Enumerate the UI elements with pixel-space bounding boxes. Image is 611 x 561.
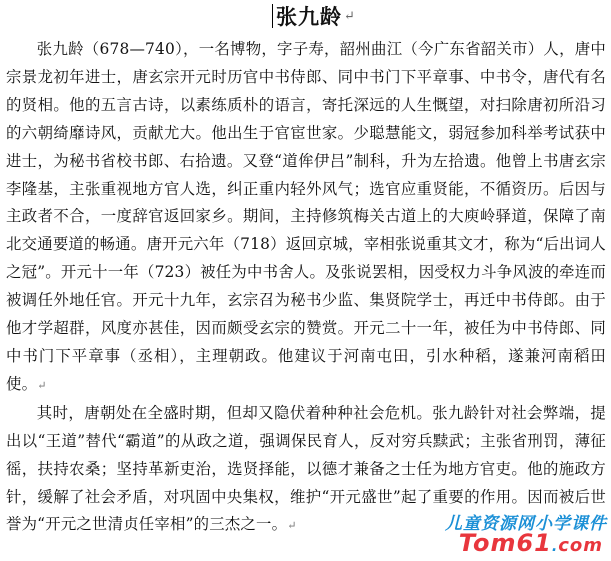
paragraph-2: [6, 400, 606, 541]
watermark-logo-com: com: [558, 535, 603, 556]
watermark-site-name: 儿童资源网小学课件: [445, 514, 607, 534]
paragraph-mark: ↵: [37, 378, 47, 392]
title-line: [272, 0, 355, 32]
watermark-logo-dot: .: [551, 539, 559, 555]
paragraph-mark: ↵: [344, 8, 355, 24]
document-title: 张九龄: [276, 4, 342, 29]
document-body: [6, 36, 606, 540]
watermark-logo-text-b: 61: [516, 529, 552, 557]
paragraph-mark: ↵: [287, 519, 297, 533]
paragraph-text: 其时，唐朝处在全盛时期，但却又隐伏着种种社会危机。张九龄针对社会弊端，提出以“王道”替代“霸道”的从政之道，强调保民育人，反对穷兵黩武；主张省刑罚，薄征徭，扶持农桑；坚持革新吏治，选贤择能，以德才兼备之士任为地方官吏。他的施政方针，缓解了社会矛盾，对巩固中央集权，维护“开元盛世”起了重要的作用。因而被后世誉为“开元之世清贞任宰相”的三杰之一。: [6, 403, 606, 534]
paragraph-text: 张九龄（678—740），一名博物，字子寿，韶州曲江（今广东省韶关市）人，唐中宗景龙初年进士，唐玄宗开元时历官中书侍郎、同中书门下平章事、中书令，唐代有名的贤相。他的五言古诗，以素练质朴的语言，寄托深远的人生慨望，对扫除唐初所沿习的六朝绮靡诗风，贡献尤大。他出生于官宦世家。少聪慧能文，弱冠参加科举考试获中进士，为秘书省校书郎、右拾遗。又登“道侔伊吕”制科，升为左拾遗。他曾上书唐玄宗李隆基，主张重视地方官人选，纠正重内轻外风气；选官应重贤能，不循资历。后因与主政者不合，一度辞官返回家乡。期间，主持修筑梅关古道上的大庾岭驿道，保障了南北交通要道的畅通。唐开元六年（718）返回京城，宰相张说重其文才，称为“后出词人之冠”。开元十一年（723）被任为中书舍人。及张说罢相，因受权力斗争风波的牵连而被调任外地任官。开元十九年，玄宗召为秘书少监、集贤院学士，再迁中书侍郎。由于他才学超群，风度亦甚佳，因而颇受玄宗的赞赏。开元二十一年，被任为中书侍郎、同中书门下平章事（丞相），主理朝政。他建议于河南屯田，引水种稻，遂兼河南稻田使。: [6, 40, 606, 393]
text-cursor: [272, 4, 273, 28]
watermark-logo-text-a: Tom: [458, 529, 517, 557]
paragraph-1: [6, 36, 606, 400]
